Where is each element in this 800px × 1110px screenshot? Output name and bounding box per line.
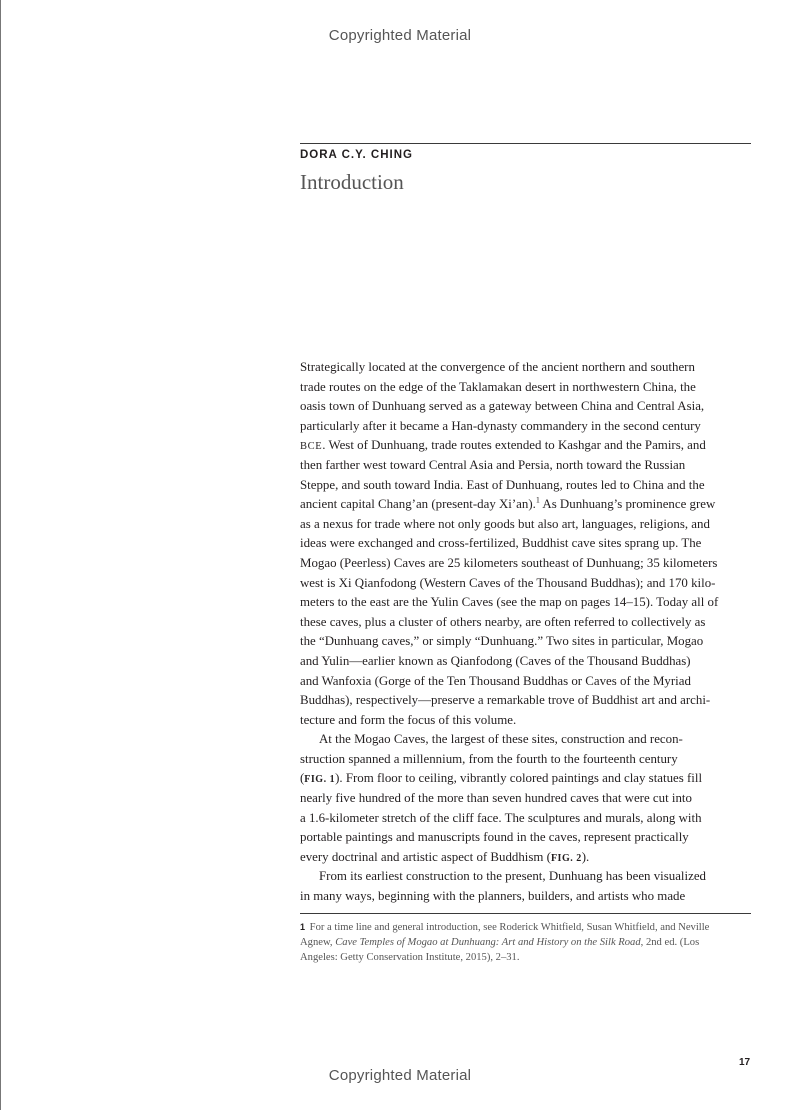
body-line: every doctrinal and artistic aspect of Buddhism (FIG. 2).	[300, 849, 590, 864]
footnote-line: Agnew, Cave Temples of Mogao at Dunhuang: Art and History on the Silk Road, 2nd ed. (Los	[300, 937, 700, 949]
body-line: as a nexus for trade where not only goods but also art, languages, religions, and	[300, 516, 710, 531]
body-line: west is Xi Qianfodong (Western Caves of the Thousand Buddhas); and 170 kilo-	[300, 575, 716, 590]
body-line: Steppe, and south toward India. East of Dunhuang, routes led to China and the	[300, 477, 705, 492]
body-line: Strategically located at the convergence of the ancient northern and southern	[300, 360, 695, 374]
page-number: 17	[739, 1057, 751, 1068]
watermark-bottom: Copyrighted Material	[328, 1067, 472, 1084]
body-line: and Yulin—earlier known as Qianfodong (Caves of the Thousand Buddhas)	[300, 653, 691, 668]
body-line: Mogao (Peerless) Caves are 25 kilometers southeast of Dunhuang; 35 kilometers	[300, 555, 718, 570]
watermark-top: Copyrighted Material	[328, 27, 472, 44]
body-line: From its earliest construction to the present, Dunhuang has been visualized	[319, 869, 706, 884]
body-line: particularly after it became a Han-dynasty commandery in the second century	[300, 418, 701, 433]
body-line: these caves, plus a cluster of others nearby, are often referred to collectively as	[300, 614, 706, 629]
body-line: ancient capital Chang’an (present-day Xi’an).$^1$ As Dunhuang’s prominence grew	[300, 495, 716, 512]
body-text	[300, 358, 751, 907]
chapter-title: Introduction	[300, 170, 404, 194]
body-line: trade routes on the edge of the Taklamakan desert in northwestern China, the	[300, 379, 696, 394]
body-line: meters to the east are the Yulin Caves (see the map on pages 14–15). Today all of	[300, 595, 719, 610]
footnote-line: Angeles: Getty Conservation Institute, 2015), 2–31.	[300, 952, 520, 964]
footnote-line: 1 For a time line and general introduction, see Roderick Whitfield, Susan Whitfield, and Neville	[300, 922, 710, 933]
body-line: struction spanned a millennium, from the fourth to the fourteenth century	[300, 751, 678, 766]
body-line: ideas were exchanged and cross-fertilized, Buddhist cave sites sprang up. The	[300, 536, 702, 551]
page-edge-line	[0, 0, 1, 1110]
body-line: portable paintings and manuscripts found in the caves, represent practically	[300, 830, 689, 845]
body-line: a 1.6-kilometer stretch of the cliff face. The sculptures and murals, along with	[300, 810, 702, 825]
body-line: then farther west toward Central Asia and Persia, north toward the Russian	[300, 457, 686, 472]
header-rule	[300, 143, 751, 144]
body-line: in many ways, beginning with the planners, builders, and artists who made	[300, 889, 686, 904]
body-line: tecture and form the focus of this volume.	[300, 712, 517, 727]
era-abbreviation: BCE	[300, 441, 323, 453]
footnote-number: 1	[300, 922, 306, 932]
body-line: Buddhas), respectively—preserve a remarkable trove of Buddhist art and archi-	[300, 693, 711, 708]
body-line: oasis town of Dunhuang served as a gateway between China and Central Asia,	[300, 399, 705, 414]
footnote	[300, 920, 751, 966]
figure-reference[interactable]: FIG. 2	[550, 852, 582, 864]
author-name: DORA C.Y. CHING	[300, 149, 413, 161]
body-line: BCE. West of Dunhuang, trade routes extended to Kashgar and the Pamirs, and	[300, 438, 706, 453]
book-title: Cave Temples of Mogao at Dunhuang: Art and History on the Silk Road	[335, 937, 641, 949]
body-line: the “Dunhuang caves,” or simply “Dunhuang.” Two sites in particular, Mogao	[300, 634, 704, 649]
body-line: nearly five hundred of the more than seven hundred caves that were cut into	[300, 791, 692, 806]
body-line: and Wanfoxia (Gorge of the Ten Thousand Buddhas or Caves of the Myriad	[300, 673, 691, 688]
footnote-reference[interactable]: 1	[535, 495, 540, 505]
body-line: At the Mogao Caves, the largest of these sites, construction and recon-	[319, 732, 683, 747]
body-line: (FIG. 1). From floor to ceiling, vibrantly colored paintings and clay statues fill	[300, 771, 703, 786]
figure-reference[interactable]: FIG. 1	[304, 774, 336, 786]
footnote-rule	[300, 913, 751, 914]
